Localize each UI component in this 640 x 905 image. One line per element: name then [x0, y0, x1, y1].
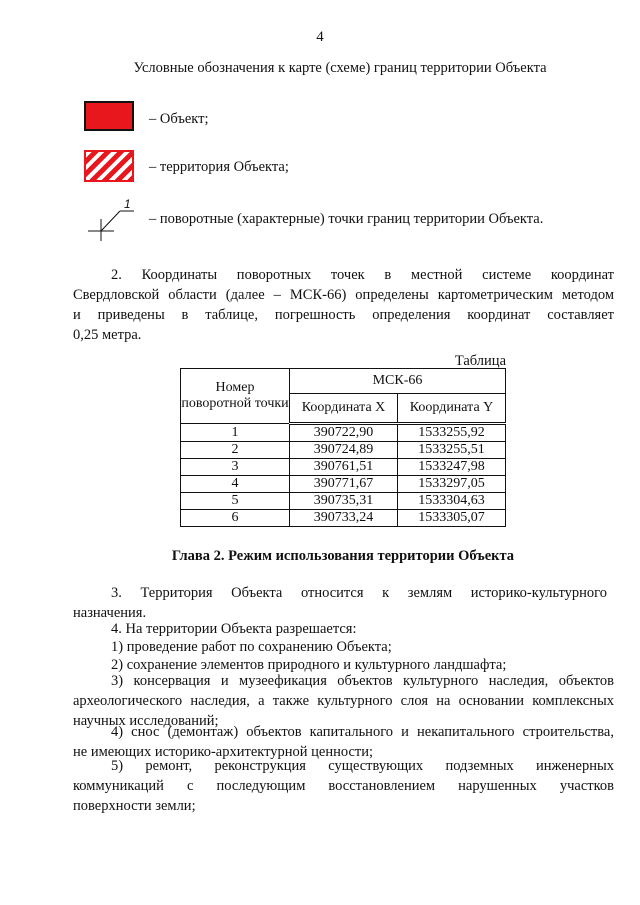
list-item-4-line-2: не имеющих историко-архитектурной ценности;: [73, 744, 374, 760]
table-row: [181, 493, 506, 510]
cell-point-number: 4: [181, 476, 290, 493]
list-item-5: [73, 756, 614, 816]
cell-coord-x: 390761,51: [290, 459, 398, 476]
header-point-number: Номер поворотной точки: [181, 369, 290, 424]
table-caption: Таблица: [454, 353, 506, 369]
paragraph-2: [73, 265, 614, 345]
turning-point-marker-icon: [84, 197, 140, 248]
cell-coord-x: 390771,67: [290, 476, 398, 493]
table-row: [181, 459, 506, 476]
list-item-3-line-3: научных исследований;: [73, 713, 219, 729]
cell-coord-y: 1533255,51: [398, 442, 506, 459]
paragraph-2-line-1: 2. Координаты поворотных точек в местной системе координат: [111, 267, 614, 283]
cell-point-number: 6: [181, 510, 290, 527]
list-item-1: 1) проведение работ по сохранению Объекта;: [111, 639, 392, 655]
object-solid-red-box-icon: [84, 101, 134, 131]
legend-object-text: – Объект;: [149, 111, 209, 127]
header-coord-x: Координата X: [290, 394, 398, 424]
territory-hatched-red-box-icon: [84, 150, 134, 182]
paragraph-2-line-2: Свердловской области (далее – МСК-66) определены картометрическим методом: [73, 287, 614, 303]
cell-coord-y: 1533297,05: [398, 476, 506, 493]
list-item-4-line-1: 4) снос (демонтаж) объектов капитального и некапитального строительства,: [111, 724, 614, 740]
cell-point-number: 2: [181, 442, 290, 459]
table-row: [181, 424, 506, 442]
paragraph-3: [73, 583, 607, 623]
cell-coord-x: 390724,89: [290, 442, 398, 459]
cell-coord-x: 390735,31: [290, 493, 398, 510]
paragraph-3-line-2: назначения.: [73, 605, 147, 621]
turning-point-marker-label: 1: [124, 197, 131, 211]
list-item-5-line-1: 5) ремонт, реконструкция существующих подземных инженерных: [111, 758, 614, 774]
legend-turning-points-text: – поворотные (характерные) точки границ территории Объекта.: [149, 211, 544, 227]
cell-coord-y: 1533304,63: [398, 493, 506, 510]
page-number: 4: [316, 29, 324, 45]
cell-point-number: 1: [181, 424, 290, 442]
legend-title: Условные обозначения к карте (схеме) границ территории Объекта: [133, 60, 547, 76]
paragraph-2-line-3: и приведены в таблице, погрешность определения координат составляет: [73, 307, 614, 323]
chapter-title: Глава 2. Режим использования территории Объекта: [171, 548, 515, 564]
paragraph-4: 4. На территории Объекта разрешается:: [111, 621, 357, 637]
cell-coord-y: 1533305,07: [398, 510, 506, 527]
paragraph-3-line-1: 3. Территория Объекта относится к землям историко-культурного: [111, 585, 607, 601]
list-item-5-line-3: поверхности земли;: [73, 798, 196, 814]
legend-territory-text: – территория Объекта;: [149, 159, 289, 175]
list-item-2: 2) сохранение элементов природного и культурного ландшафта;: [111, 657, 507, 673]
table-row: [181, 442, 506, 459]
cell-coord-y: 1533247,98: [398, 459, 506, 476]
header-coord-y: Координата Y: [398, 394, 506, 424]
cell-point-number: 3: [181, 459, 290, 476]
cell-coord-x: 390733,24: [290, 510, 398, 527]
cell-coord-y: 1533255,92: [398, 424, 506, 442]
header-msk66: МСК-66: [290, 369, 506, 394]
coordinates-table: [180, 368, 506, 527]
cell-coord-x: 390722,90: [290, 424, 398, 442]
cell-point-number: 5: [181, 493, 290, 510]
list-item-3-line-1: 3) консервация и музеефикация объектов культурного наследия, объектов: [111, 673, 614, 689]
list-item-3-line-2: археологического наследия, а также культурного слоя на основании комплексных: [73, 693, 614, 709]
list-item-5-line-2: коммуникаций с последующим восстановлением нарушенных участков: [73, 778, 614, 794]
paragraph-2-line-4: 0,25 метра.: [73, 327, 142, 343]
table-row: [181, 476, 506, 493]
table-row: [181, 510, 506, 527]
